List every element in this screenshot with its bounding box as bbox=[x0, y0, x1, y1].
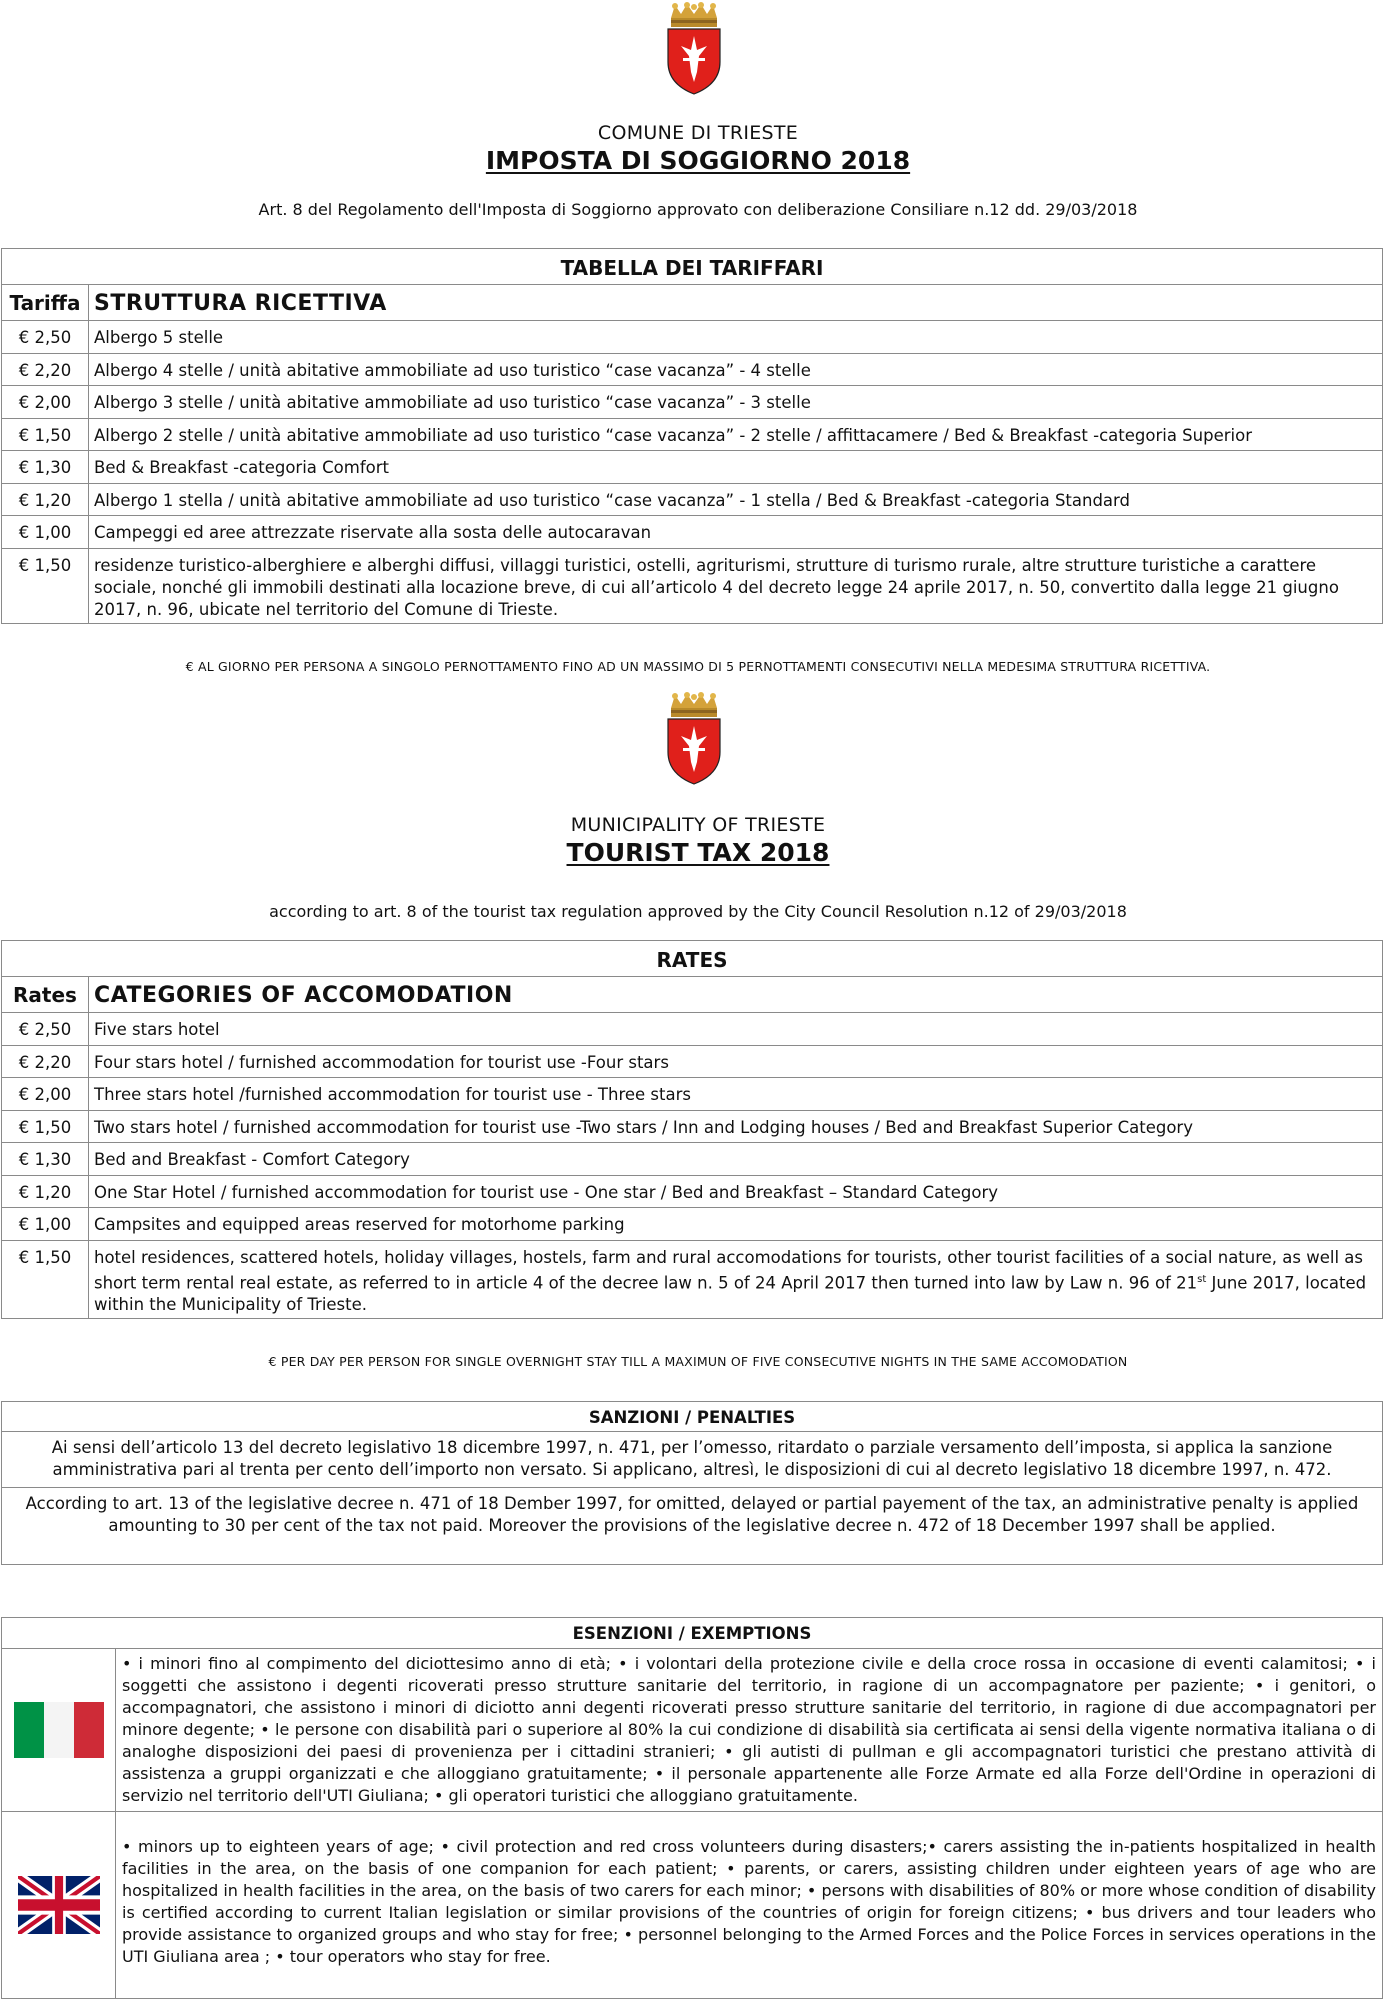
exemptions-row-en bbox=[2, 1811, 1382, 1998]
exemptions-text-it: • i minori fino al compimento del diciottesimo anno di età; • i volontari della protezione civile e della croce rossa in occasione di eventi calamitosi; • i soggetti che assistono i degenti ricoverati presso strutture sanitarie del territorio, in ragione di un accompagnatore per paziente; • i genitori, o accompagnatori, che assistono i minori di diciotto anni degenti ricoverati presso strutture sanitarie del territorio, in ragione di due accompagnatori per minore degente; • le persone con disabilità pari o superiore al 80% la cui condizione di disabilità sia certificata ai sensi della vigente normativa italiana o di analoghe disposizioni dei paesi di provenienza per i cittadini stranieri; • gli autisti di pullman e gli accompagnatori turistici che prestano attività di assistenza a gruppi organizzati e che alloggiano gratuitamente; • il personale appartenente alle Forze Armate ed alla Forze dell'Ordine in operazioni di servizio nel territorio dell'UTI Giuliana; • gli operatori turistici che alloggiano gratuitamente. bbox=[122, 1654, 1376, 1805]
tariff-table-it bbox=[1, 248, 1383, 624]
page-title: IMPOSTA DI SOGGIORNO 2018 bbox=[485, 146, 911, 175]
regulation-reference-en: according to art. 8 of the tourist tax regulation approved by the City Council Resolution n.12 of 29/03/2018 bbox=[269, 902, 1127, 921]
table-row: € 2,00 Three stars hotel /furnished accommodation for tourist use - Three stars bbox=[2, 1078, 1383, 1111]
rate-note-en: € PER DAY PER PERSON FOR SINGLE OVERNIGHT STAY TILL A MAXIMUN OF FIVE CONSECUTIVE NIGHTS IN THE SAME ACCOMODATION bbox=[268, 1354, 1128, 1369]
table-row: € 1,50 Two stars hotel / furnished accommodation for tourist use -Two stars / Inn and Lodging houses / Bed and Breakfast Superior Category bbox=[2, 1110, 1383, 1143]
table-row: € 2,20 Four stars hotel / furnished accommodation for tourist use -Four stars bbox=[2, 1045, 1383, 1078]
exemptions-box bbox=[1, 1617, 1383, 1999]
table-row: € 1,50 residenze turistico-alberghiere e alberghi diffusi, villaggi turistici, ostelli, agriturismi, strutture di turismo rurale, altre strutture turistiche a carattere sociale, nonché gli immobili destinati alla locazione breve, di cui all’articolo 4 del decreto legge 24 aprile 2017, n. 50, convertito dalla legge 21 giugno 2017, n. 96, ubicate nel territorio del Comune di Trieste. bbox=[2, 548, 1383, 623]
penalties-box bbox=[1, 1401, 1383, 1565]
page-title-en: TOURIST TAX 2018 bbox=[566, 838, 830, 867]
table-row: € 1,30 Bed and Breakfast - Comfort Category bbox=[2, 1143, 1383, 1176]
table-row: € 1,50 Albergo 2 stelle / unità abitative ammobiliate ad uso turistico “case vacanza” - 2 stelle / affittacamere / Bed & Breakfast -categoria Superior bbox=[2, 418, 1383, 451]
column-header-category: STRUTTURA RICETTIVA bbox=[89, 285, 1383, 321]
exemptions-text-en: • minors up to eighteen years of age; • civil protection and red cross volunteers during disasters;• carers assisting the in-patients hospitalized in health facilities in the area, on the basis of one companion for each patient; • parents, or carers, assisting children under eighteen years of age who are hospitalized in health facilities in the area, on the basis of two carers for each minor; • persons with disabilities of 80% or more whose condition of disability is certified according to current Italian legislation or similar provisions of the countries of origin for foreign citizens; • bus drivers and tour leaders who provide assistance to organized groups and who stay for free; • personnel belonging to the Armed Forces and the Police Forces in services operations in the UTI Giuliana area ; • tour operators who stay for free. bbox=[122, 1837, 1376, 1966]
table-row: € 1,20 Albergo 1 stella / unità abitative ammobiliate ad uso turistico “case vacanza” - 1 stella / Bed & Breakfast -categoria Standard bbox=[2, 483, 1383, 516]
regulation-reference: Art. 8 del Regolamento dell'Imposta di Soggiorno approvato con deliberazione Consiliare n.12 dd. 29/03/2018 bbox=[258, 200, 1138, 219]
column-header-rate: Tariffa bbox=[2, 285, 89, 321]
italy-flag-icon bbox=[14, 1702, 104, 1758]
exemptions-title: ESENZIONI / EXEMPTIONS bbox=[572, 1624, 812, 1643]
table-row: € 2,00 Albergo 3 stelle / unità abitative ammobiliate ad uso turistico “case vacanza” - 3 stelle bbox=[2, 386, 1383, 419]
table-row: € 1,30 Bed & Breakfast -categoria Comfort bbox=[2, 451, 1383, 484]
table-row: € 2,50 Albergo 5 stelle bbox=[2, 321, 1383, 354]
city-heading-en: MUNICIPALITY OF TRIESTE bbox=[570, 814, 826, 836]
table-row: € 2,50 Five stars hotel bbox=[2, 1013, 1383, 1046]
table-row: € 1,50 hotel residences, scattered hotels, holiday villages, hostels, farm and rural accomodations for tourists, other tourist facilities of a social nature, as well as short term rental real estate, as referred to in article 4 of the decree law n. 5 of 24 April 2017 then turned into law by Law n. 96 of 21st June 2017, located within the Municipality of Trieste. bbox=[2, 1240, 1383, 1319]
rate-note: € AL GIORNO PER PERSONA A SINGOLO PERNOTTAMENTO FINO AD UN MASSIMO DI 5 PERNOTTAMENTI CONSECUTIVI NELLA MEDESIMA STRUTTURA RICETTIVA. bbox=[185, 659, 1211, 674]
trieste-crest-icon bbox=[663, 692, 725, 785]
table-row: € 1,20 One Star Hotel / furnished accommodation for tourist use - One star / Bed and Breakfast – Standard Category bbox=[2, 1175, 1383, 1208]
table-title: TABELLA DEI TARIFFARI bbox=[2, 249, 1383, 285]
tariff-table-en bbox=[1, 940, 1383, 1319]
uk-flag-icon bbox=[18, 1876, 100, 1934]
table-row: € 2,20 Albergo 4 stelle / unità abitative ammobiliate ad uso turistico “case vacanza” - 4 stelle bbox=[2, 353, 1383, 386]
city-heading: COMUNE DI TRIESTE bbox=[597, 122, 799, 144]
column-header-category-en: CATEGORIES OF ACCOMODATION bbox=[89, 977, 1383, 1013]
table-title-en: RATES bbox=[2, 941, 1383, 977]
penalties-text-en: According to art. 13 of the legislative decree n. 471 of 18 Dember 1997, for omitted, delayed or partial payement of the tax, an administrative penalty is applied amounting to 30 per cent of the tax not paid. Moreover the provisions of the legislative decree n. 472 of 18 December 1997 shall be applied. bbox=[25, 1494, 1359, 1535]
table-row: € 1,00 Campeggi ed aree attrezzate riservate alla sosta delle autocaravan bbox=[2, 516, 1383, 549]
column-header-rate-en: Rates bbox=[2, 977, 89, 1013]
penalties-title: SANZIONI / PENALTIES bbox=[2, 1402, 1382, 1432]
table-row: € 1,00 Campsites and equipped areas reserved for motorhome parking bbox=[2, 1208, 1383, 1241]
trieste-crest-icon bbox=[663, 2, 725, 95]
exemptions-row-it bbox=[2, 1648, 1382, 1811]
penalties-text-it: Ai sensi dell’articolo 13 del decreto legislativo 18 dicembre 1997, n. 471, per l’omesso, ritardato o parziale versamento dell’imposta, si applica la sanzione amministrativa pari al trenta per cento dell’importo non versato. Si applicano, altresì, le disposizioni di cui al decreto legislativo 18 dicembre 1997, n. 472. bbox=[2, 1432, 1382, 1488]
